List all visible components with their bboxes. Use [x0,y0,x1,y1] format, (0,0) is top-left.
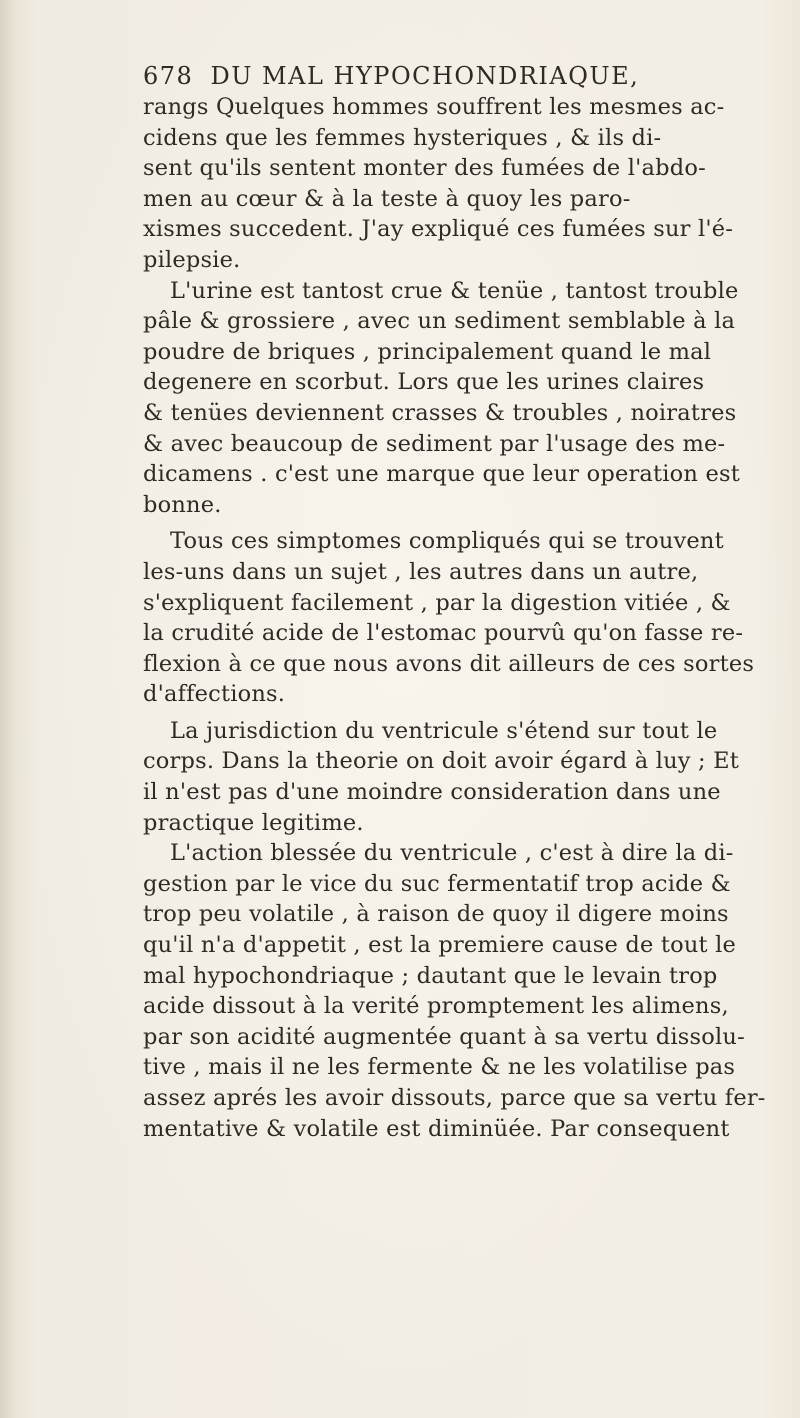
paragraph-2 [143,276,793,521]
text-line: qu'il n'a d'appetit , est la premiere cause de tout le [143,932,737,959]
text-line: acide dissout à la verité promptement les alimens, [143,993,729,1020]
text-line: pilepsie. [143,246,241,273]
text-line: mal hypochondriaque ; dautant que le levain trop [143,962,718,989]
paragraph-3 [143,526,793,710]
text-line: les-uns dans un sujet , les autres dans un autre, [143,558,699,585]
text-line: men au cœur & à la teste à quoy les paro- [143,185,631,212]
text-line: par son acidité augmentée quant à sa vertu dissolu- [143,1023,745,1050]
paragraph-5 [143,838,793,1144]
text-line: xismes succedent. J'ay expliqué ces fumées sur l'é- [143,216,734,243]
page-text [143,60,793,1144]
text-line: dicamens . c'est une marque que leur operation est [143,461,740,488]
text-line: gestion par le vice du suc fermentatif trop acide & [143,870,731,897]
text-line: mentative & volatile est diminüée. Par consequent [143,1115,730,1142]
text-line: flexion à ce que nous avons dit ailleurs de ces sortes [143,650,755,677]
text-line: L'action blessée du ventricule , c'est à dire la di- [170,840,734,867]
text-line: & tenües deviennent crasses & troubles , noiratres [143,399,737,426]
text-line: & avec beaucoup de sediment par l'usage des me- [143,430,726,457]
text-line: la crudité acide de l'estomac pourvû qu'on fasse re- [143,620,744,647]
text-line: assez aprés les avoir dissouts, parce que sa vertu fer- [143,1085,766,1111]
page-number: 678 [143,62,194,90]
text-line: poudre de briques , principalement quand le mal [143,338,712,365]
text-line: bonne. [143,491,222,518]
running-title: DU MAL HYPOCHONDRIAQUE, [210,62,640,90]
text-line: L'urine est tantost crue & tenüe , tantost trouble [170,277,739,304]
text-line: s'expliquent facilement , par la digestion vitiée , & [143,589,731,616]
text-line: La jurisdiction du ventricule s'étend sur tout le [170,717,718,744]
text-line: sent qu'ils sentent monter des fumées de l'abdo- [143,155,706,182]
text-line: practique legitime. [143,809,364,836]
text-line: rangs Quelques hommes souffrent les mesmes ac- [143,94,725,120]
text-line: pâle & grossiere , avec un sediment semblable à la [143,308,736,335]
running-head [143,60,793,92]
paragraph-1 [143,92,793,276]
text-line: d'affections. [143,681,286,708]
paragraph-4 [143,716,793,838]
text-line: il n'est pas d'une moindre consideration dans une [143,779,721,806]
text-line: cidens que les femmes hysteriques , & ils di- [143,124,662,151]
text-line: tive , mais il ne les fermente & ne les volatilise pas [143,1054,736,1081]
text-line: corps. Dans la theorie on doit avoir égard à luy ; Et [143,748,740,775]
text-line: trop peu volatile , à raison de quoy il digere moins [143,901,729,928]
text-line: Tous ces simptomes compliqués qui se trouvent [170,528,724,555]
text-line: degenere en scorbut. Lors que les urines claires [143,369,705,396]
